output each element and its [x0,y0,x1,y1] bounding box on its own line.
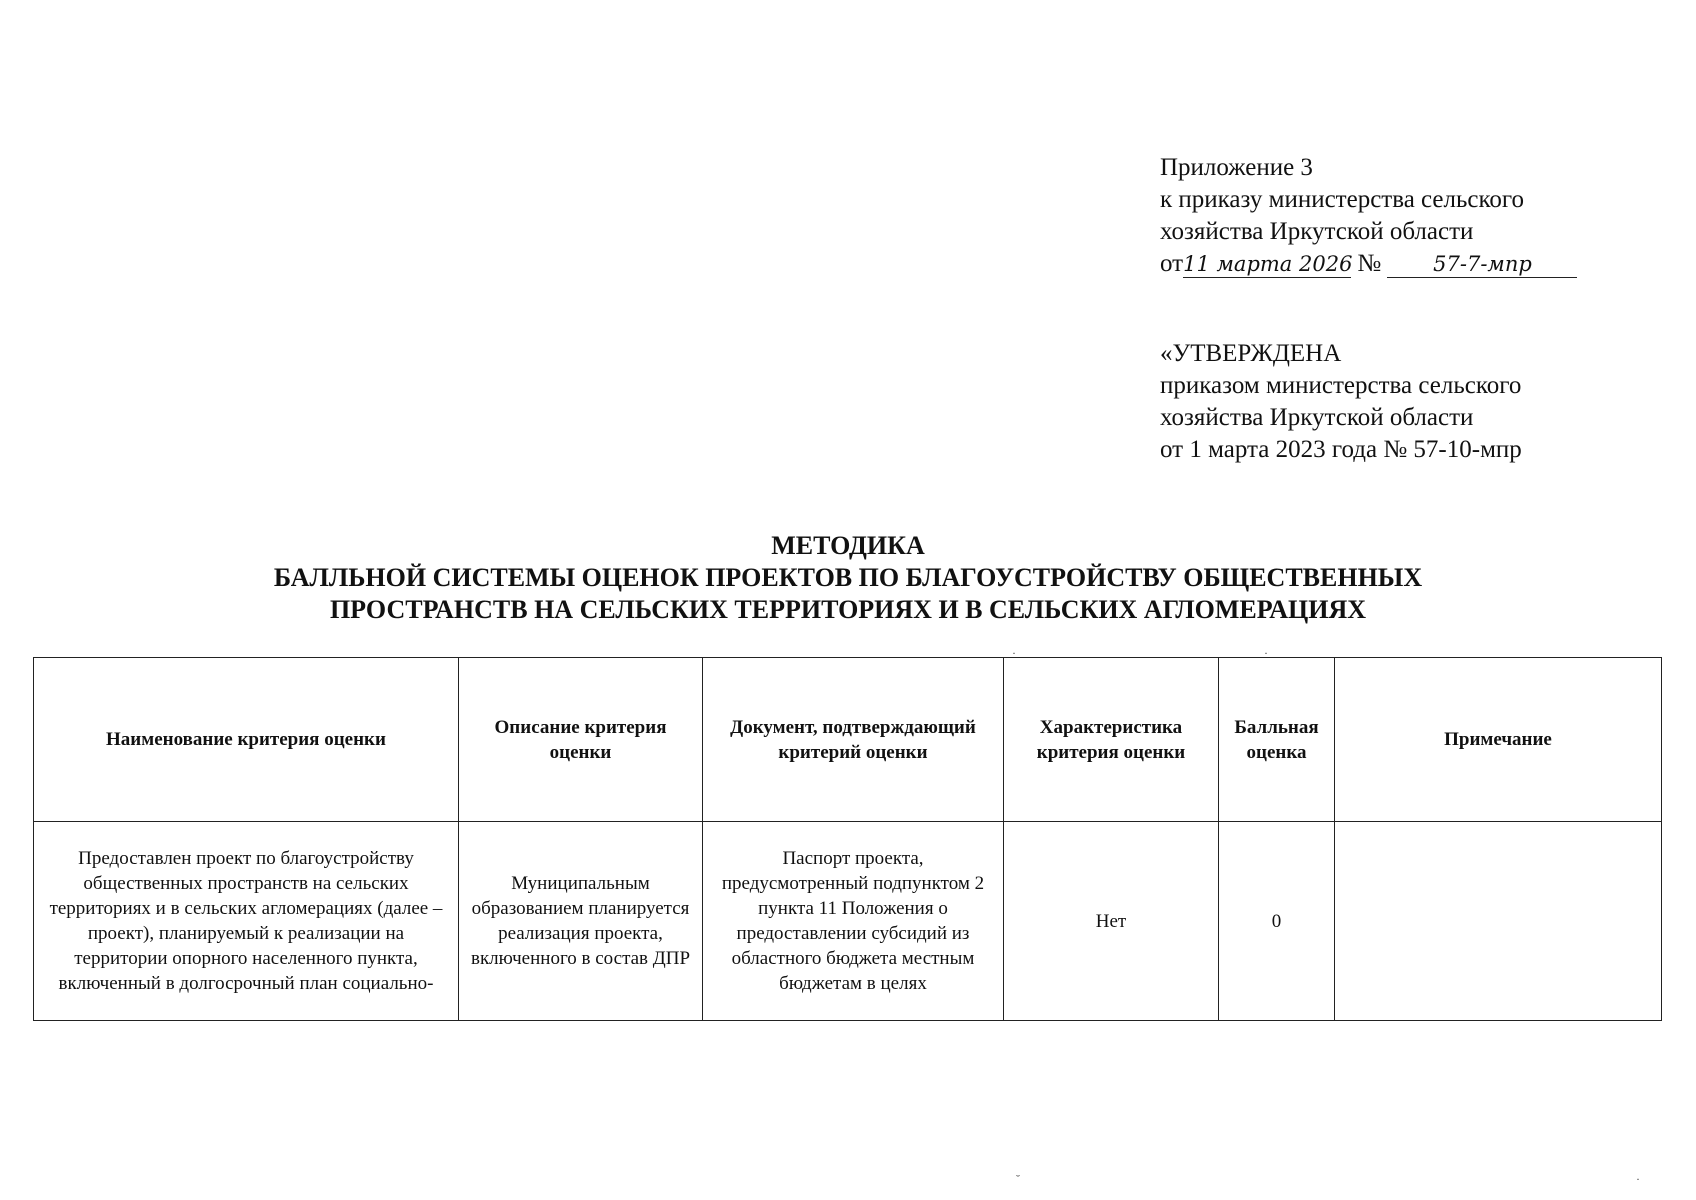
scan-dot-mark: · [1012,646,1016,660]
cell-note [1335,822,1662,1021]
appendix-line-3: хозяйства Иркутской области [1160,218,1474,245]
appendix-block [1160,152,1600,280]
title-line-2: БАЛЛЬНОЙ СИСТЕМЫ ОЦЕНОК ПРОЕКТОВ ПО БЛАГОУСТРОЙСТВУ ОБЩЕСТВЕННЫХ [273,563,1423,592]
approved-line-3: хозяйства Иркутской области [1160,404,1474,431]
cell-criterion-description: Муниципальным образованием планируется реализация проекта, включенного в состав ДПР [459,822,703,1021]
scan-dot-mark: · [1636,1172,1640,1186]
cell-score: 0 [1219,822,1335,1021]
appendix-line-2: к приказу министерства сельского [1160,186,1525,213]
criteria-table [33,657,1662,1021]
handwritten-date: 11 марта 2026 [1183,252,1353,276]
header-criterion-name: Наименование критерия оценки [34,658,459,822]
header-score: Балльная оценка [1219,658,1335,822]
cell-criterion-name: Предоставлен проект по благоустройству общественных пространств на сельских территориях и в сельских агломерациях (далее – проект), планируемый к реализации на территории опорного населенного пункта, включенный в долгосрочный план социально- [34,822,459,1021]
title-line-1: МЕТОДИКА [771,531,925,560]
approved-block [1160,338,1600,466]
appendix-from-prefix: от [1160,250,1184,277]
scan-dot-mark: ˘ [1016,1172,1020,1186]
handwritten-number: 57-7-мпр [1387,251,1577,278]
approved-line-4: от 1 марта 2023 года № 57-10-мпр [1160,436,1522,463]
document-title [0,530,1696,626]
header-supporting-document: Документ, подтверждающий критерий оценки [703,658,1004,822]
header-note: Примечание [1335,658,1662,822]
header-criterion-description: Описание критерия оценки [459,658,703,822]
scan-dot-mark: · [1264,646,1268,660]
approved-line-2: приказом министерства сельского [1160,372,1522,399]
table-row [34,822,1662,1021]
appendix-order-line [1160,248,1600,280]
cell-criterion-characteristic: Нет [1004,822,1219,1021]
header-criterion-characteristic: Характеристика критерия оценки [1004,658,1219,822]
title-line-3: ПРОСТРАНСТВ НА СЕЛЬСКИХ ТЕРРИТОРИЯХ И В СЕЛЬСКИХ АГЛОМЕРАЦИЯХ [329,595,1367,624]
number-sign: № [1357,250,1382,277]
approved-line-1: «УТВЕРЖДЕНА [1160,340,1342,367]
cell-supporting-document: Паспорт проекта, предусмотренный подпунктом 2 пункта 11 Положения о предоставлении субсидий из областного бюджета местным бюджетам в целях [703,822,1004,1021]
appendix-line-1: Приложение 3 [1160,154,1313,181]
table-header-row [34,658,1662,822]
